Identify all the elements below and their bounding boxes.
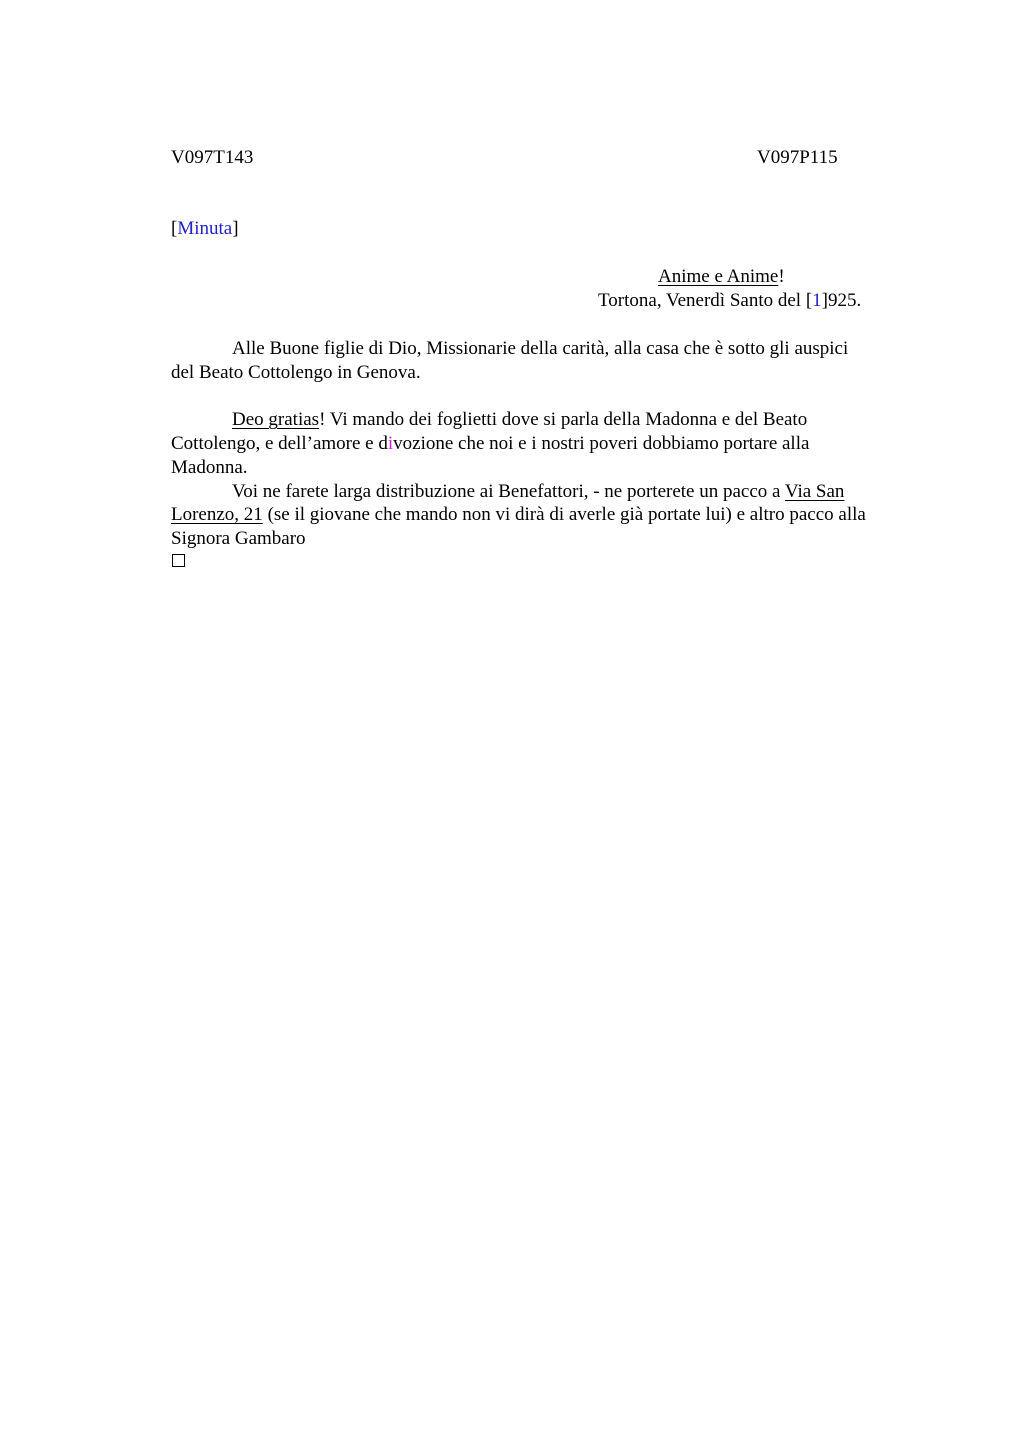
address-via-san: Via San (784, 481, 845, 502)
correction-letter: i (387, 433, 394, 454)
paragraph-1-line-1-rest: ! Vi mando dei foglietti dove si parla della Madonna e del Beato (319, 409, 808, 430)
minuta-text: Minuta (177, 218, 233, 239)
letter-title-text: Anime e Anime (658, 266, 779, 287)
document-code-left: V097T143 (171, 147, 254, 168)
paragraph-2-line-2 (171, 504, 866, 526)
paragraph-1-line-1 (232, 409, 807, 431)
paragraph-2-line-2-rest: (se il giovane che mando non vi dirà di averle già portate lui) e altro pacco alla (262, 504, 866, 525)
address-line-1: Alle Buone figlie di Dio, Missionarie della carità, alla casa che è sotto gli auspici (232, 338, 849, 359)
place-date-text: Tortona, Venerdì Santo del (598, 290, 806, 311)
deo-gratias: Deo gratias (232, 409, 320, 430)
minuta-close-bracket: ] (232, 218, 239, 239)
minuta-label (171, 218, 239, 240)
address-line-2: del Beato Cottolengo in Genova. (171, 362, 421, 383)
date-bracket-close: ] (821, 290, 828, 311)
date-bracket-digit: 1 (812, 290, 822, 311)
letter-title-punct: ! (778, 266, 785, 287)
paragraph-1-line-2-after: vozione che noi e i nostri poveri dobbiamo portare alla (393, 433, 810, 454)
date-bracket-open: [ (805, 290, 813, 311)
paragraph-1-line-2 (171, 433, 809, 455)
paragraph-1-line-2-before: Cottolengo, e dell’amore e d (171, 433, 388, 454)
paragraph-2-line-3: Signora Gambaro (171, 528, 306, 549)
place-date (598, 290, 861, 312)
minuta-open-bracket: [ (171, 218, 178, 239)
address-lorenzo: Lorenzo, 21 (171, 504, 263, 525)
document-code-right: V097P115 (757, 147, 838, 168)
letter-title (658, 266, 785, 288)
end-marker-box-icon (172, 554, 185, 567)
paragraph-2-line-1-before: Voi ne farete larga distribuzione ai Benefattori, - ne porterete un pacco a (232, 481, 785, 502)
paragraph-1-line-3: Madonna. (171, 457, 248, 478)
date-year-rest: 925. (827, 290, 862, 311)
paragraph-2-line-1 (232, 481, 844, 503)
